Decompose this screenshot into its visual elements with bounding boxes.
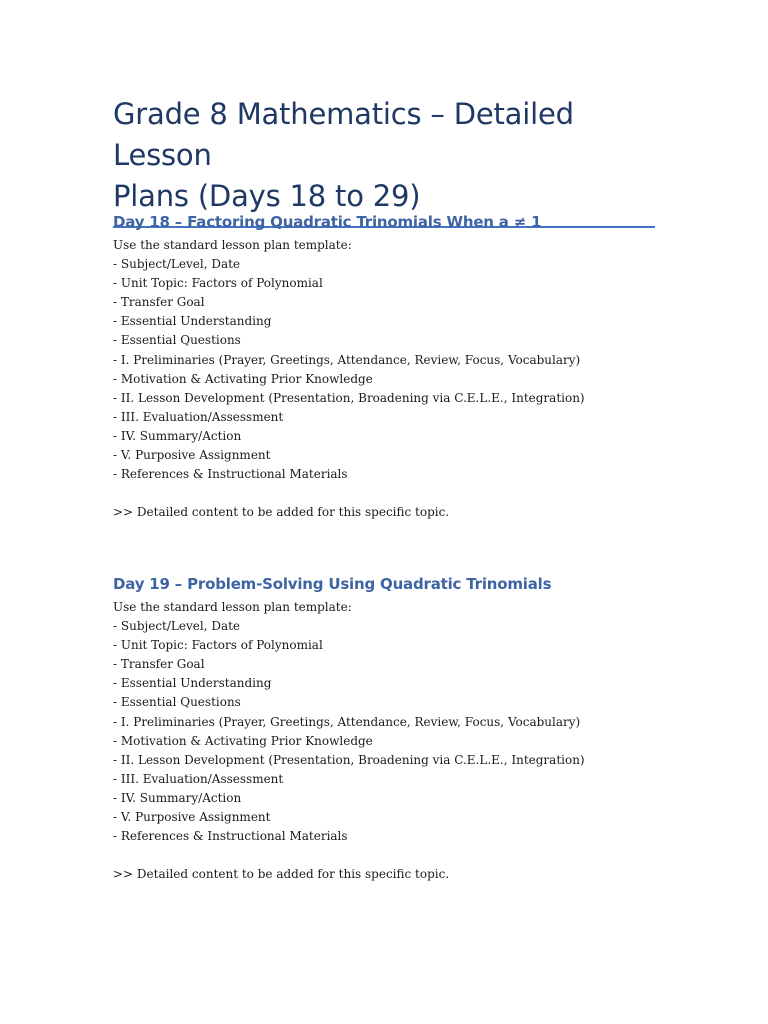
template-item: - V. Purposive Assignment: [113, 810, 271, 825]
section-day-18: [113, 212, 655, 522]
document-title-line-1: Grade 8 Mathematics – Detailed Lesson: [113, 97, 574, 172]
template-intro-line: Use the standard lesson plan template:: [113, 600, 352, 614]
template-item: - References & Instructional Materials: [113, 829, 348, 844]
template-item: - Motivation & Activating Prior Knowledge: [113, 733, 373, 748]
document-title: [113, 94, 655, 217]
template-item: - Essential Questions: [113, 695, 241, 710]
template-item: - Subject/Level, Date: [113, 619, 241, 634]
template-item: - I. Preliminaries (Prayer, Greetings, Attendance, Review, Focus, Vocabulary): [113, 714, 581, 729]
template-item: - II. Lesson Development (Presentation, Broadening via C.E.L.E., Integration): [113, 752, 585, 767]
template-item: - IV. Summary/Action: [113, 428, 242, 443]
document-title-line-2: Plans (Days 18 to 29): [113, 179, 421, 213]
template-intro-line: Use the standard lesson plan template:: [113, 238, 352, 252]
template-item: - II. Lesson Development (Presentation, Broadening via C.E.L.E., Integration): [113, 390, 585, 405]
template-item: - Transfer Goal: [113, 295, 205, 310]
content-note: >> Detailed content to be added for this specific topic.: [113, 867, 450, 882]
template-item: - IV. Summary/Action: [113, 790, 242, 805]
section-heading: Day 18 – Factoring Quadratic Trinomials When a ≠ 1: [113, 213, 542, 231]
template-item: - III. Evaluation/Assessment: [113, 409, 284, 424]
content-note: >> Detailed content to be added for this specific topic.: [113, 505, 450, 520]
template-item: - III. Evaluation/Assessment: [113, 771, 284, 786]
template-item: - Essential Understanding: [113, 676, 272, 691]
template-item: - Transfer Goal: [113, 657, 205, 672]
template-item: - Unit Topic: Factors of Polynomial: [113, 638, 323, 653]
template-item: - V. Purposive Assignment: [113, 448, 271, 463]
section-day-19: [113, 574, 655, 884]
template-item: - Essential Understanding: [113, 314, 272, 329]
document-page: [113, 94, 655, 228]
template-item: - I. Preliminaries (Prayer, Greetings, Attendance, Review, Focus, Vocabulary): [113, 352, 581, 367]
template-item: - Unit Topic: Factors of Polynomial: [113, 276, 323, 291]
template-item: - Essential Questions: [113, 333, 241, 348]
template-item: - References & Instructional Materials: [113, 467, 348, 482]
template-item: - Subject/Level, Date: [113, 257, 241, 272]
section-heading: Day 19 – Problem-Solving Using Quadratic Trinomials: [113, 575, 552, 593]
template-item: - Motivation & Activating Prior Knowledge: [113, 371, 373, 386]
